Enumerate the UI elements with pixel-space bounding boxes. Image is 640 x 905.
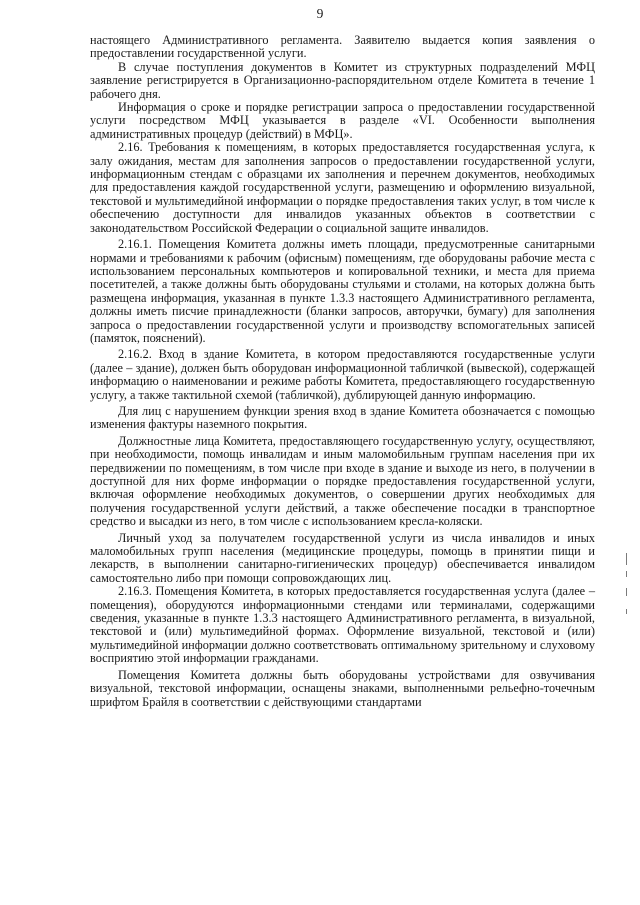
paragraph-2-16-2: 2.16.2. Вход в здание Комитета, в котором предоставляются государственные услуги (далее – здание), должен быть оборудован информационной табличкой (вывеской), содержащей информацию о наименовании и режиме работы Комитета, предоставляющего государственную услугу, а также тактильной схемой (табличкой), дублирующей данную информацию. [90,347,595,402]
paragraph-mfc-registration: В случае поступления документов в Комитет из структурных подразделений МФЦ заявление регистрируется в Организационно-распорядительном отделе Комитета в течение 1 рабочего дня. [90,59,595,101]
paragraph-personal-care: Личный уход за получателем государственной услуги из числа инвалидов и иных маломобильных групп населения (медицинские процедуры, помощь в принятии пищи и лекарств, в выполнении санитарно-гигиенических процедур) обеспечивается инвалидом самостоятельно либо при помощи сопровождающих лиц. [90,530,595,585]
paragraph-2-16-1: 2.16.1. Помещения Комитета должны иметь площади, предусмотренные санитарными нормами и требованиями к рабочим (офисным) помещениям, где оборудованы рабочие места с использованием персональных компьютеров и копировальной техники, и места для приема посетителей, а также должны быть оборудованы стульями и столами, на которых должна быть размещена информация, указанная в пункте 1.3.3 настоящего Административного регламента, должны иметь писчие принадлежности (бланки запросов, авторучки, бумагу) для заполнения запроса о предоставлении государственной услуги и производству вспомогательных записей (памяток, пояснений). [90,237,595,345]
paragraph-voice-devices: Помещения Комитета должны быть оборудованы устройствами для озвучивания визуальной, текстовой информации, оснащены знаками, выполненными рельефно-точечным шрифтом Брайля в соответствии с действующими стандартами [90,667,595,709]
paragraph-continuation: настоящего Административного регламента. Заявителю выдается копия заявления о предоставлении государственной услуги. [90,33,595,61]
margin-scan-mark [626,609,627,614]
paragraph-2-16: 2.16. Требования к помещениям, в которых предоставляется государственная услуга, к залу ожидания, местам для заполнения запросов о предоставлении государственной услуги, информационным стендам с образцами их заполнения и перечнем документов, необходимых для предоставления каждой государственной услуги, размещению и оформлению визуальной, текстовой и мультимедийной информации о порядке предоставления таких услуг, в том числе к обеспечению доступности для инвалидов указанных объектов в соответствии с законодательством Российской Федерации о социальной защите инвалидов. [90,140,595,235]
margin-scan-mark [626,588,627,596]
margin-scan-mark [626,553,627,565]
document-body [90,34,595,709]
page-number: 9 [316,6,324,21]
paragraph-2-16-3: 2.16.3. Помещения Комитета, в которых предоставляется государственная услуга (далее – помещения), оборудуются информационными стендами или терминалами, содержащими сведения, указанные в пункте 1.3.3 настоящего Административного регламента, в визуальной, текстовой и (или) мультимедийной формах. Оформление визуальной, текстовой и (или) мультимедийной информации должно соответствовать оптимальному зрительному и слуховому восприятию этой информации гражданами. [90,584,595,666]
paragraph-officials-assistance: Должностные лица Комитета, предоставляющего государственную услугу, осуществляют, при необходимости, помощь инвалидам и иным маломобильным группам населения при их передвижении по помещениям, в том числе при входе в здание и выходе из него, в получении в доступной для них форме информации о порядке предоставления государственной услуги, включая оформление необходимых документов, о совершении других необходимых для получения государственной услуги действий, а также обеспечение посадки в транспортное средство и высадки из него, в том числе с использованием кресла-коляски. [90,433,595,529]
paragraph-vision-impaired: Для лиц с нарушением функции зрения вход в здание Комитета обозначается с помощью изменения фактуры наземного покрытия. [90,403,595,432]
paragraph-registration-info: Информация о сроке и порядке регистрации запроса о предоставлении государственной услуги посредством МФЦ указывается в разделе «VI. Особенности выполнения административных процедур (действий) в МФЦ». [90,100,595,141]
margin-scan-mark [626,571,627,577]
